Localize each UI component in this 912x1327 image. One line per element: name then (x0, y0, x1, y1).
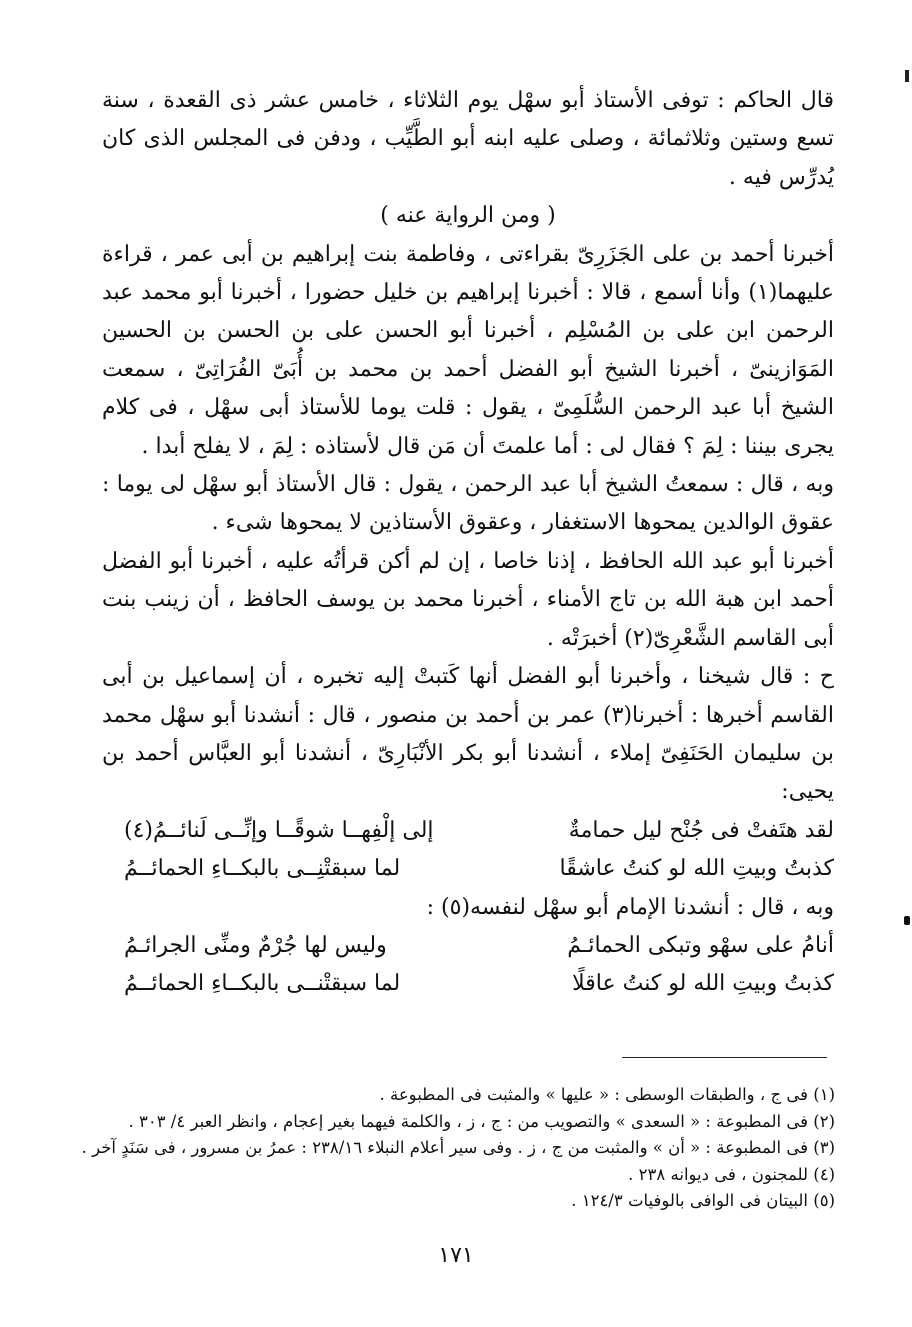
verse-line (102, 812, 834, 850)
verse-first-hemistich: كذبتُ وبيتِ الله لو كنتُ عاقلًا (572, 971, 834, 997)
footnotes (81, 1082, 835, 1215)
section-heading: ( ومن الرواية عنه ) (380, 203, 556, 229)
footnote-4: (٤) للمجنون ، فى ديوانه ٢٣٨ . (628, 1164, 835, 1184)
footnote-separator (622, 1057, 827, 1058)
verse-second-hemistich: لما سبقتْنِــى بالبكــاءِ الحمائــمُ (124, 856, 401, 882)
verse-line (102, 927, 834, 965)
verse-line (102, 850, 834, 888)
paragraph-narration-4: ح : قال شيخنا ، وأخبرنا أبو الفضل أنها كَتبتْ إليه تخبره ، أن إسماعيل بن أبى القاسم أخبرها : أخبرنا(٣) عمر بن أحمد بن منصور ، قال : أنشدنا أبو سهْل محمد بن سليمان الحَنَفِىّ إملاء ، أنشدنا أبو بكر الأنْبَارِىّ ، أنشدنا أبو العبَّاس أحمد بن يحيى: (102, 664, 835, 805)
footnote-2: (٢) فى المطبوعة : « السعدى » والتصويب من : ج ، ز ، والكلمة فيهما بغير إعجام ، وانظر العبر ٤/ ٣٠٣ . (128, 1111, 835, 1131)
interlude-line: وبه ، قال : أنشدنا الإمام أبو سهْل لنفسه(٥) : (426, 894, 834, 920)
poem-1 (102, 812, 834, 889)
verse-second-hemistich: إلى إلْفِهــا شوقًــا وإنِّــى لَنائــمُ(٤) (124, 817, 434, 843)
footnote-1: (١) فى ج ، والطبقات الوسطى : « عليها » والمثبت فى المطبوعة . (379, 1085, 835, 1104)
verse-first-hemistich: لقد هتَفتْ فى جُنْح ليل حمامةٌ (568, 817, 834, 843)
verse-line (102, 965, 834, 1003)
paragraph-narration-3: أخبرنا أبو عبد الله الحافظ ، إذنا خاصا ، إن لم أكن قرأتُه عليه ، أخبرنا أبو الفضل أحمد ابن هبة الله بن تاج الأمناء ، أخبرنا محمد بن يوسف الحافظ ، أن زينب بنت أبى القاسم الشَّعْرِىّ(٢) أخبرَتْه . (102, 548, 834, 651)
margin-dot (904, 916, 910, 925)
footnote-3: (٣) فى المطبوعة : « أن » والمثبت من ج ، ز . وفى سير أعلام النبلاء ٢٣٨/١٦ : عمرُ بن مسرور ، فى سَنَدٍ آخر . (81, 1138, 835, 1158)
poem-2 (102, 927, 834, 1004)
paragraph-narration-2: وبه ، قال : سمعتُ الشيخ أبا عبد الرحمن ، يقول : قال الأستاذ أبو سهْل لى يوما : عقوق الوالدين يمحوها الاستغفار ، وعقوق الأستاذين لا يمحوها شىء . (102, 472, 834, 536)
page-edge-mark (905, 70, 909, 82)
verse-second-hemistich: لما سبقتْنــى بالبكــاءِ الحمائــمُ (124, 971, 401, 997)
verse-first-hemistich: أنامُ على سهْو وتبكى الحمائـمُ (567, 932, 834, 958)
verse-second-hemistich: وليس لها جُرْمٌ ومنِّى الجرائـمُ (124, 932, 387, 958)
page-number: ١٧١ (438, 1243, 474, 1268)
main-text (102, 82, 834, 1004)
paragraph-death-note: قال الحاكم : توفى الأستاذ أبو سهْل يوم الثلاثاء ، خامس عشر ذى القعدة ، سنة تسع وستين وثلاثمائة ، وصلى عليه ابنه أبو الطَّيِّب ، ودفن فى المجلس الذى كان يُدرِّس فيه . (102, 88, 834, 190)
footnote-5: (٥) البيتان فى الوافى بالوفيات ١٢٤/٣ . (571, 1191, 835, 1211)
verse-first-hemistich: كذبتُ وبيتِ الله لو كنتُ عاشقًا (559, 856, 834, 882)
paragraph-narration-1: أخبرنا أحمد بن على الجَزَرِىّ بقراءتى ، وفاطمة بنت إبراهيم بن أبى عمر ، قراءة عليهما(١) وأنا أسمع ، قالا : أخبرنا إبراهيم بن خليل حضورا ، أخبرنا أبو محمد عبد الرحمن ابن على بن المُسْلِم ، أخبرنا أبو الحسن على بن الحسن بن الحسين المَوَازينىّ ، أخبرنا الشيخ أبو الفضل أحمد بن محمد بن أُبَىّ الفُرَاتِىّ ، سمعت الشيخ أبا عبد الرحمن السُّلَمِىّ ، يقول : قلت يوما للأستاذ أبى سهْل ، فى كلام يجرى بيننا : لِمَ ؟ فقال لى : أما علمتَ أن مَن قال لأستاذه : لِمَ ، لا يفلح أبدا . (102, 241, 834, 459)
